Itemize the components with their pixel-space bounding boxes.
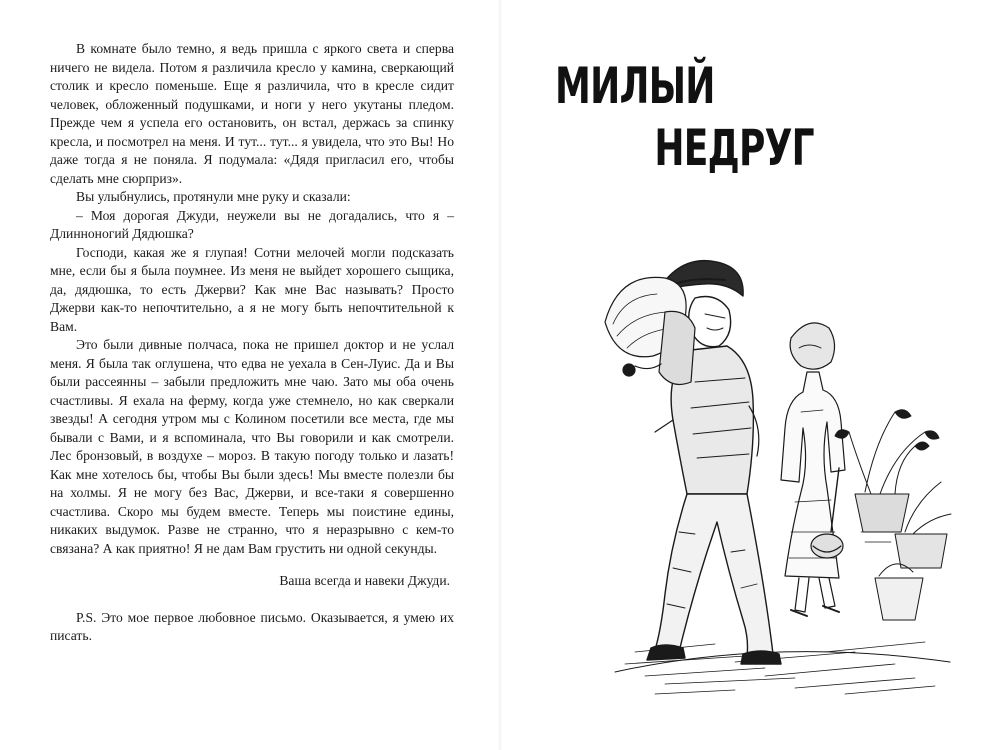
chapter-title-line-2: НЕДРУГ [654, 119, 814, 177]
paragraph: – Моя дорогая Джуди, неужели вы не догадались, что я – Длинноногий Дядюшка? [50, 207, 454, 241]
letter-signature: Ваша всегда и навеки Джуди. [279, 573, 450, 588]
chapter-illustration [595, 232, 955, 712]
chapter-title [555, 55, 814, 179]
paragraph: Господи, какая же я глупая! Сотни мелочей могли подсказать мне, если бы я была поумнее. Из меня не выйдет хорошего сыщика, да, дядюшка, то есть Джерви? Как мне Вас называть? Просто Джерви как-то непочтительно, а я не могу быть непочтительной к Вам. [50, 244, 454, 334]
standing-woman-figure [781, 323, 845, 616]
chapter-title-line-1: МИЛЫЙ [555, 57, 715, 115]
book-gutter [498, 0, 502, 750]
paragraph: В комнате было темно, я ведь пришла с яркого света и сперва ничего не видела. Потом я различила кресло у камина, сверкающий столик и кресло поменьше. Еще я различила, что в кресле сидит человек, обложенный подушками, и ноги у него укутаны пледом. Прежде чем я успела его остановить, он встал, держась за спинку кресла, и посмотрел на меня. И тут... тут... я увидела, что это Вы! Но даже тогда я не поняла. Я подумала: «Дядя пригласил его, чтобы сделать мне сюрприз». [50, 41, 454, 186]
carried-woman [605, 277, 695, 384]
postscript: P.S. Это мое первое любовное письмо. Оказывается, я умею их писать. [50, 609, 454, 643]
left-page-text [50, 40, 454, 646]
paragraph: Это были дивные полчаса, пока не пришел доктор и не услал меня. Я была так оглушена, что едва не уехала в Сен-Луис. Да и Вы были рассеянны – забыли предложить мне чаю. Зато мы оба очень счастливы. Я ехала на ферму, когда уже стемнело, но как сверкали звезды! А сегодня утром мы с Колином посетили все места, где мы бывали с Вами, и я вспоминала, что Вы говорили и как смотрели. Лес бронзовый, в воздухе – мороз. В такую погоду только и лазать! Как мне хотелось бы, чтобы Вы были здесь! Мы вместе полезли бы на холмы. Я не могу без Вас, Джерви, и все-таки я совершенно счастлива. Скоро мы будем вместе. Теперь мы поистине едины, никаких выдумок. Разве не странно, что я неразрывно с кем-то связана? А как приятно! Я не дам Вам грустить ни одной секунды. [50, 337, 454, 556]
potted-plants [835, 410, 951, 620]
paragraph: Вы улыбнулись, протянули мне руку и сказали: [76, 189, 351, 204]
